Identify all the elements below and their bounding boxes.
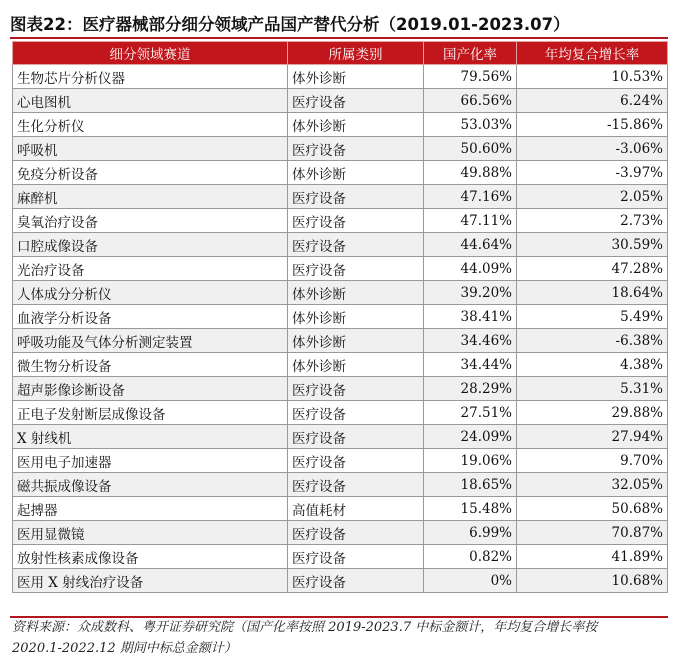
table-row <box>13 569 668 593</box>
cell-category: 医疗设备 <box>288 425 424 449</box>
cell-localization-rate: 49.88% <box>424 161 517 185</box>
cell-segment: 臭氧治疗设备 <box>13 209 288 233</box>
cell-category: 医疗设备 <box>288 89 424 113</box>
cell-category: 体外诊断 <box>288 281 424 305</box>
cell-cagr: 18.64% <box>517 281 668 305</box>
table-row <box>13 497 668 521</box>
cell-localization-rate: 34.46% <box>424 329 517 353</box>
cell-segment: 光治疗设备 <box>13 257 288 281</box>
cell-category: 体外诊断 <box>288 65 424 89</box>
cell-category: 医疗设备 <box>288 449 424 473</box>
cell-localization-rate: 66.56% <box>424 89 517 113</box>
table-row <box>13 473 668 497</box>
cell-category: 医疗设备 <box>288 233 424 257</box>
cell-segment: 医用电子加速器 <box>13 449 288 473</box>
cell-localization-rate: 34.44% <box>424 353 517 377</box>
cell-localization-rate: 0% <box>424 569 517 593</box>
cell-localization-rate: 44.64% <box>424 233 517 257</box>
table-title: 图表22：医疗器械部分细分领域产品国产替代分析（2019.01-2023.07） <box>10 15 570 34</box>
cell-localization-rate: 50.60% <box>424 137 517 161</box>
table-row <box>13 209 668 233</box>
table-body <box>13 65 668 593</box>
cell-segment: 生物芯片分析仪器 <box>13 65 288 89</box>
table-row <box>13 257 668 281</box>
cell-localization-rate: 27.51% <box>424 401 517 425</box>
cell-category: 体外诊断 <box>288 161 424 185</box>
cell-segment: 人体成分分析仪 <box>13 281 288 305</box>
source-note-line2: 2020.1-2022.12 期间中标总金额计） <box>12 641 237 656</box>
cell-segment: 呼吸机 <box>13 137 288 161</box>
cell-localization-rate: 44.09% <box>424 257 517 281</box>
header-category: 所属类别 <box>288 42 424 65</box>
table-row <box>13 65 668 89</box>
cell-segment: 免疫分析设备 <box>13 161 288 185</box>
table-row <box>13 449 668 473</box>
cell-localization-rate: 19.06% <box>424 449 517 473</box>
cell-localization-rate: 79.56% <box>424 65 517 89</box>
cell-localization-rate: 47.11% <box>424 209 517 233</box>
cell-cagr: 5.31% <box>517 377 668 401</box>
table-row <box>13 425 668 449</box>
cell-cagr: 5.49% <box>517 305 668 329</box>
cell-cagr: -6.38% <box>517 329 668 353</box>
table-row <box>13 377 668 401</box>
substitution-table <box>12 41 668 593</box>
cell-category: 医疗设备 <box>288 377 424 401</box>
cell-category: 体外诊断 <box>288 329 424 353</box>
cell-segment: 放射性核素成像设备 <box>13 545 288 569</box>
table-row <box>13 113 668 137</box>
cell-category: 体外诊断 <box>288 305 424 329</box>
cell-cagr: -15.86% <box>517 113 668 137</box>
cell-segment: 正电子发射断层成像设备 <box>13 401 288 425</box>
table-row <box>13 185 668 209</box>
cell-category: 高值耗材 <box>288 497 424 521</box>
cell-segment: 口腔成像设备 <box>13 233 288 257</box>
cell-category: 医疗设备 <box>288 209 424 233</box>
table-row <box>13 137 668 161</box>
cell-category: 医疗设备 <box>288 185 424 209</box>
cell-segment: 微生物分析设备 <box>13 353 288 377</box>
cell-localization-rate: 39.20% <box>424 281 517 305</box>
cell-segment: X 射线机 <box>13 425 288 449</box>
cell-localization-rate: 53.03% <box>424 113 517 137</box>
cell-cagr: 27.94% <box>517 425 668 449</box>
cell-localization-rate: 6.99% <box>424 521 517 545</box>
cell-category: 体外诊断 <box>288 113 424 137</box>
cell-segment: 生化分析仪 <box>13 113 288 137</box>
cell-cagr: 47.28% <box>517 257 668 281</box>
table-row <box>13 305 668 329</box>
cell-cagr: 10.68% <box>517 569 668 593</box>
cell-cagr: 9.70% <box>517 449 668 473</box>
cell-category: 医疗设备 <box>288 401 424 425</box>
cell-localization-rate: 18.65% <box>424 473 517 497</box>
cell-segment: 麻醉机 <box>13 185 288 209</box>
cell-localization-rate: 15.48% <box>424 497 517 521</box>
table-row <box>13 401 668 425</box>
cell-cagr: 30.59% <box>517 233 668 257</box>
table-row <box>13 281 668 305</box>
table-row <box>13 521 668 545</box>
source-note-line1: 资料来源：众成数科、粤开证券研究院（国产化率按照 2019-2023.7 中标金额计，年均复合增长率按 <box>12 620 598 635</box>
cell-segment: 心电图机 <box>13 89 288 113</box>
cell-category: 体外诊断 <box>288 353 424 377</box>
cell-cagr: 2.73% <box>517 209 668 233</box>
cell-segment: 磁共振成像设备 <box>13 473 288 497</box>
cell-cagr: 70.87% <box>517 521 668 545</box>
cell-segment: 血液学分析设备 <box>13 305 288 329</box>
header-cagr: 年均复合增长率 <box>517 42 668 65</box>
header-localization-rate: 国产化率 <box>424 42 517 65</box>
cell-category: 医疗设备 <box>288 569 424 593</box>
cell-cagr: 41.89% <box>517 545 668 569</box>
table-row <box>13 233 668 257</box>
cell-segment: 起搏器 <box>13 497 288 521</box>
cell-segment: 呼吸功能及气体分析测定装置 <box>13 329 288 353</box>
cell-cagr: -3.06% <box>517 137 668 161</box>
cell-cagr: 4.38% <box>517 353 668 377</box>
header-segment: 细分领域赛道 <box>13 42 288 65</box>
table-row <box>13 161 668 185</box>
cell-segment: 医用显微镜 <box>13 521 288 545</box>
cell-cagr: -3.97% <box>517 161 668 185</box>
cell-localization-rate: 0.82% <box>424 545 517 569</box>
table-row <box>13 329 668 353</box>
cell-cagr: 32.05% <box>517 473 668 497</box>
cell-segment: 医用 X 射线治疗设备 <box>13 569 288 593</box>
cell-cagr: 29.88% <box>517 401 668 425</box>
cell-localization-rate: 28.29% <box>424 377 517 401</box>
header-row <box>13 42 668 65</box>
cell-category: 医疗设备 <box>288 521 424 545</box>
cell-category: 医疗设备 <box>288 545 424 569</box>
cell-cagr: 6.24% <box>517 89 668 113</box>
cell-localization-rate: 24.09% <box>424 425 517 449</box>
cell-category: 医疗设备 <box>288 137 424 161</box>
cell-category: 医疗设备 <box>288 473 424 497</box>
table-row <box>13 89 668 113</box>
table-row <box>13 545 668 569</box>
cell-category: 医疗设备 <box>288 257 424 281</box>
title-rule <box>10 37 668 39</box>
cell-cagr: 10.53% <box>517 65 668 89</box>
cell-cagr: 50.68% <box>517 497 668 521</box>
cell-localization-rate: 38.41% <box>424 305 517 329</box>
cell-cagr: 2.05% <box>517 185 668 209</box>
table-row <box>13 353 668 377</box>
cell-segment: 超声影像诊断设备 <box>13 377 288 401</box>
cell-localization-rate: 47.16% <box>424 185 517 209</box>
